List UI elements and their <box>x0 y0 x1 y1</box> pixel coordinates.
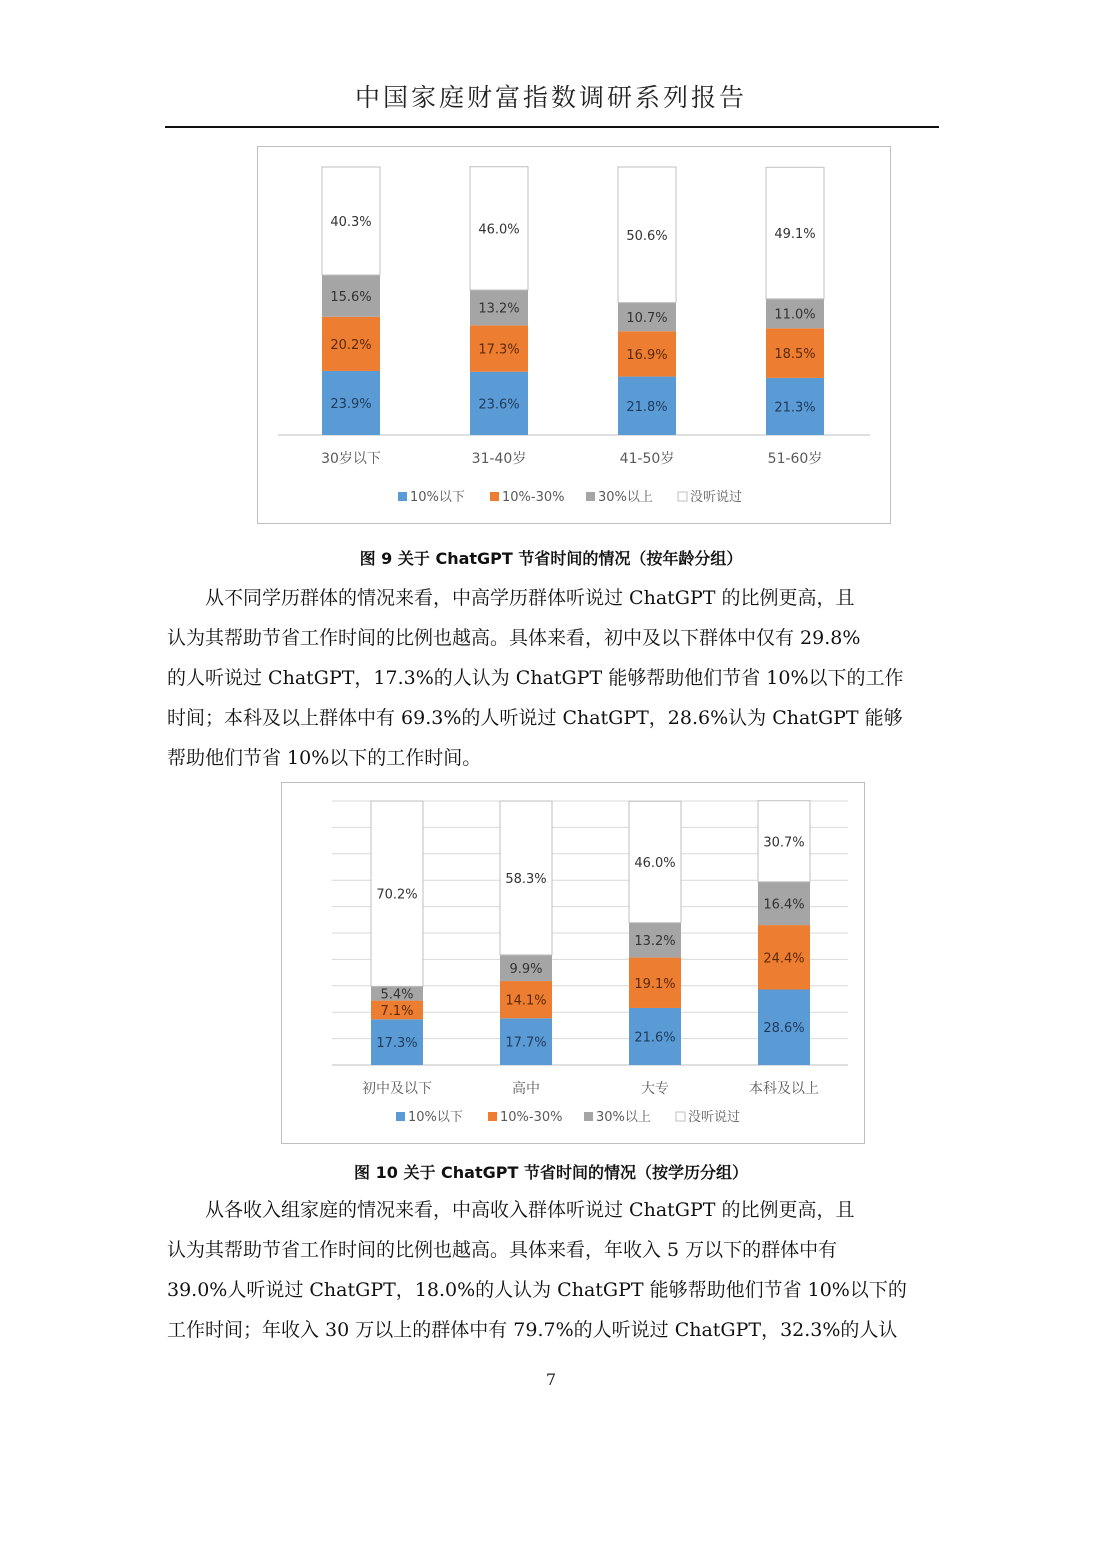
paragraph-line: 从各收入组家庭的情况来看，中高收入群体听说过 ChatGPT 的比例更高，且 <box>167 1199 855 1221</box>
legend-label: 10%以下 <box>410 490 465 505</box>
category-label: 51-60岁 <box>767 451 823 467</box>
data-label: 21.3% <box>774 400 816 416</box>
paragraph-line: 的人听说过 ChatGPT，17.3%的人认为 ChatGPT 能够帮助他们节省 10%以下的工作 <box>167 667 904 689</box>
category-label: 高中 <box>512 1081 540 1097</box>
data-label: 46.0% <box>478 222 520 238</box>
paragraph-line: 工作时间；年收入 30 万以上的群体中有 79.7%的人听说过 ChatGPT，32.3%的人认 <box>167 1319 898 1341</box>
data-label: 13.2% <box>634 934 676 950</box>
legend-label: 没听说过 <box>688 1110 741 1125</box>
data-label: 17.3% <box>478 342 520 358</box>
paragraph-line: 从不同学历群体的情况来看，中高学历群体听说过 ChatGPT 的比例更高，且 <box>167 587 855 609</box>
data-label: 50.6% <box>626 228 668 244</box>
data-label: 18.5% <box>774 347 816 363</box>
figure-10-svg <box>282 783 864 1143</box>
legend-swatch <box>584 1112 593 1121</box>
category-label: 大专 <box>641 1081 669 1097</box>
data-label: 49.1% <box>774 227 816 243</box>
legend-swatch <box>398 492 407 501</box>
figure-9-svg <box>258 147 890 523</box>
running-header-title: 中国家庭财富指数调研系列报告 <box>354 83 747 112</box>
paragraph-line: 认为其帮助节省工作时间的比例也越高。具体来看，初中及以下群体中仅有 29.8% <box>167 627 861 649</box>
data-label: 10.7% <box>626 310 668 326</box>
data-label: 13.2% <box>478 301 520 317</box>
data-label: 23.6% <box>478 397 520 413</box>
category-label: 41-50岁 <box>619 451 675 467</box>
figure-10-chart <box>281 782 865 1144</box>
data-label: 16.9% <box>626 347 668 363</box>
paragraph-line: 39.0%人听说过 ChatGPT，18.0%的人认为 ChatGPT 能够帮助他们节省 10%以下的 <box>167 1279 907 1301</box>
data-label: 46.0% <box>634 855 676 871</box>
data-label: 7.1% <box>380 1003 414 1019</box>
data-label: 21.6% <box>634 1030 676 1046</box>
category-label: 初中及以下 <box>362 1081 432 1097</box>
legend-swatch <box>678 492 687 501</box>
data-label: 58.3% <box>505 871 547 887</box>
data-label: 15.6% <box>330 289 372 305</box>
paragraph-line: 时间；本科及以上群体中有 69.3%的人听说过 ChatGPT，28.6%认为 ChatGPT 能够 <box>167 707 903 729</box>
paragraph-income <box>167 1190 939 1350</box>
legend-swatch <box>676 1112 685 1121</box>
legend-swatch <box>396 1112 405 1121</box>
paragraph-line: 认为其帮助节省工作时间的比例也越高。具体来看，年收入 5 万以下的群体中有 <box>167 1239 838 1261</box>
legend-label: 30%以上 <box>598 490 653 505</box>
data-label: 20.2% <box>330 337 372 353</box>
data-label: 11.0% <box>774 307 816 323</box>
data-label: 17.7% <box>505 1035 547 1051</box>
data-label: 14.1% <box>505 993 547 1009</box>
data-label: 70.2% <box>376 887 418 903</box>
category-label: 本科及以上 <box>749 1081 819 1097</box>
data-label: 40.3% <box>330 215 372 231</box>
figure-9-chart <box>257 146 891 524</box>
header-rule <box>165 126 939 128</box>
data-label: 30.7% <box>763 835 805 851</box>
legend-label: 10%-30% <box>500 1110 563 1125</box>
data-label: 23.9% <box>330 396 372 412</box>
data-label: 24.4% <box>763 951 805 967</box>
legend-label: 30%以上 <box>596 1110 651 1125</box>
legend-swatch <box>488 1112 497 1121</box>
data-label: 19.1% <box>634 976 676 992</box>
page-number: 7 <box>545 1370 557 1389</box>
legend-swatch <box>586 492 595 501</box>
data-label: 16.4% <box>763 897 805 913</box>
category-label: 30岁以下 <box>321 451 381 467</box>
data-label: 5.4% <box>380 987 414 1003</box>
legend-label: 10%以下 <box>408 1110 463 1125</box>
legend-swatch <box>490 492 499 501</box>
data-label: 28.6% <box>763 1021 805 1037</box>
paragraph-line: 帮助他们节省 10%以下的工作时间。 <box>167 747 482 769</box>
data-label: 17.3% <box>376 1036 418 1052</box>
legend-label: 没听说过 <box>690 490 743 505</box>
paragraph-education <box>167 578 939 778</box>
figure-9-caption: 图 9 关于 ChatGPT 节省时间的情况（按年龄分组） <box>359 549 743 568</box>
figure-10-caption: 图 10 关于 ChatGPT 节省时间的情况（按学历分组） <box>354 1163 748 1182</box>
data-label: 21.8% <box>626 399 668 415</box>
data-label: 9.9% <box>509 961 543 977</box>
legend-label: 10%-30% <box>502 490 565 505</box>
category-label: 31-40岁 <box>471 451 527 467</box>
